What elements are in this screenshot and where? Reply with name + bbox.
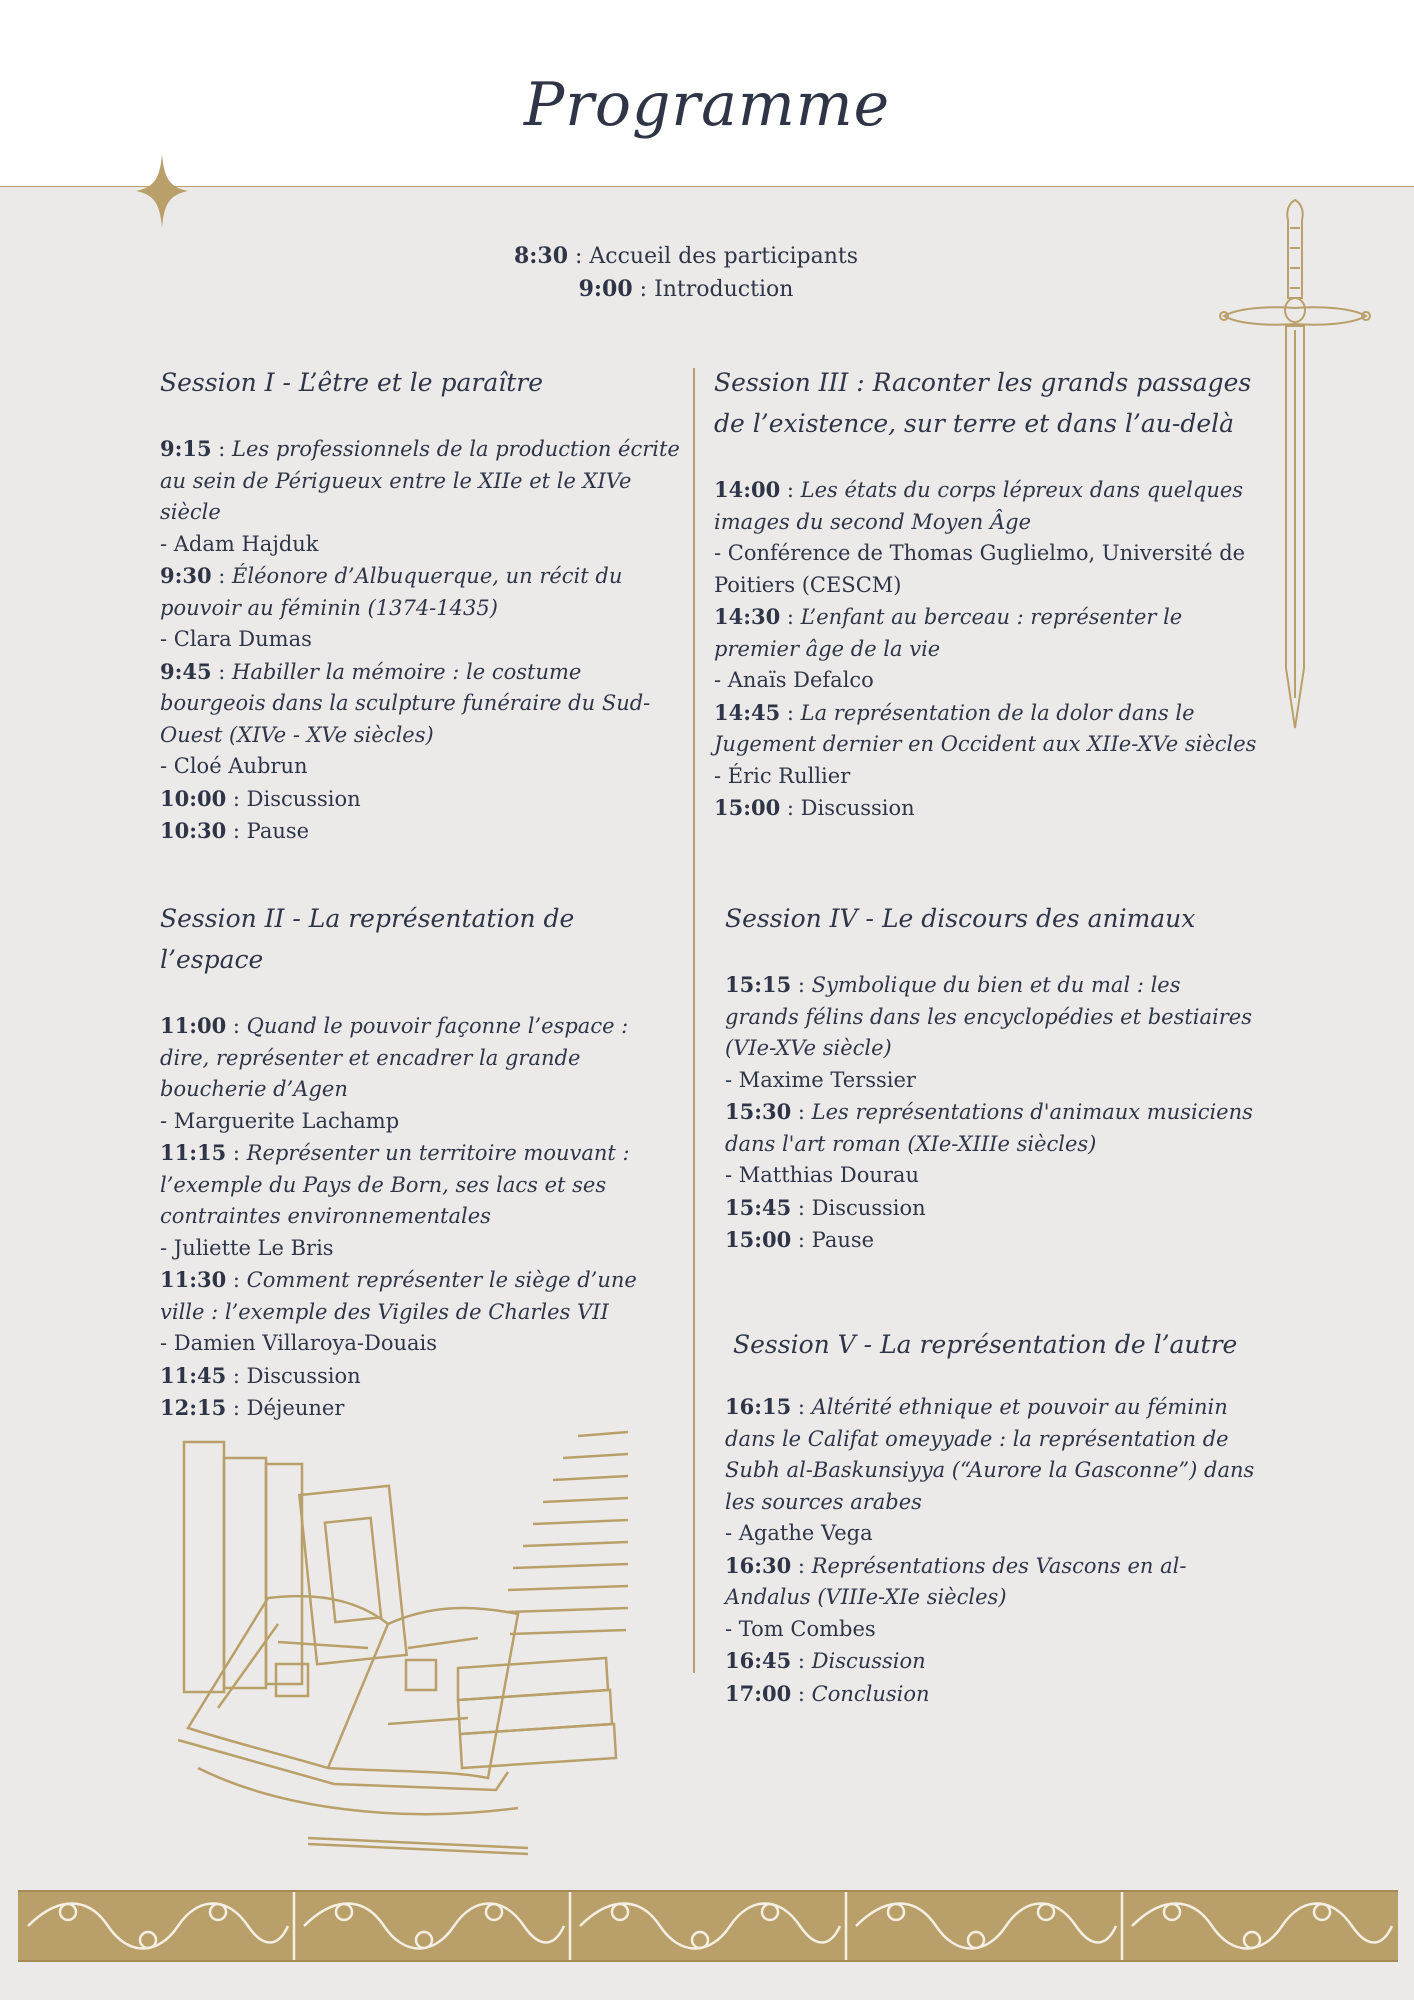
time: 8:30 — [513, 243, 568, 269]
schedule-label: Discussion — [246, 786, 361, 811]
session-1 — [160, 362, 680, 848]
books-illustration-icon — [158, 1428, 648, 1868]
decorative-band — [18, 1890, 1398, 1962]
talk-title: La représentation de la dolor dans le Jugement dernier en Occident aux XIIe-XVe siècles — [714, 700, 1257, 756]
speaker: - Agathe Vega — [725, 1521, 873, 1545]
time: 11:00 — [160, 1013, 227, 1038]
talk-title: Habiller la mémoire : le costume bourgeois dans la sculpture funéraire du Sud-Ouest (XIVe - XVe siècles) — [160, 659, 651, 747]
schedule-item: 10:30 : Pause — [160, 818, 310, 843]
session-3 — [714, 362, 1259, 825]
speaker: - Damien Villaroya-Douais — [160, 1331, 438, 1355]
schedule-item: 15:45 : Discussion — [725, 1194, 926, 1220]
time: 15:00 — [725, 1227, 792, 1252]
schedule-label: Discussion — [811, 1649, 926, 1673]
speaker: - Tom Combes — [725, 1616, 876, 1641]
schedule-item: 15:00 : Pause — [725, 1227, 875, 1252]
header — [0, 0, 1414, 187]
time: 14:00 — [714, 477, 781, 502]
star-ornament-icon — [136, 154, 188, 228]
talk-title: Symbolique du bien et du mal : les grands félins dans les encyclopédies et bestiaires (VIe-XVe siècle) — [725, 973, 1252, 1060]
schedule-label: Conclusion — [811, 1681, 930, 1706]
session-title: Session V - La représentation de l’autre — [733, 1330, 1238, 1359]
intro-block — [0, 240, 1372, 306]
speaker: - Juliette Le Bris — [160, 1235, 334, 1260]
speaker: - Matthias Dourau — [725, 1163, 919, 1187]
talk-title: Altérité ethnique et pouvoir au féminin dans le Califat omeyyade : la représentation de Subh al-Baskunsiyya (“Aurore la Gasconne”) dans les sources arabes — [725, 1395, 1255, 1514]
speaker: - Cloé Aubrun — [160, 754, 308, 778]
talk-item: 11:00 : Quand le pouvoir façonne l’espace : dire, représenter et encadrer la grande boucherie d’Agen — [160, 1013, 629, 1101]
talk-title: Les représentations d'animaux musiciens dans l'art roman (XIe-XIIIe siècles) — [725, 1100, 1253, 1156]
talk-item: 14:30 : L’enfant au berceau : représenter le premier âge de la vie — [714, 604, 1183, 661]
talk-item: 14:00 : Les états du corps lépreux dans quelques images du second Moyen Âge — [714, 477, 1244, 534]
session-2 — [160, 898, 680, 1425]
time: 10:30 — [160, 818, 227, 843]
schedule-label: Pause — [246, 819, 310, 843]
intro-line: 9:00 : Introduction — [578, 276, 794, 302]
intro-label: Introduction — [654, 277, 794, 302]
schedule-label: Discussion — [811, 1195, 926, 1220]
session-4 — [725, 898, 1255, 1257]
time: 9:45 — [160, 658, 212, 684]
session-title: Session IV - Le discours des animaux — [725, 904, 1196, 933]
schedule-item: 17:00 : Conclusion — [725, 1680, 930, 1706]
time: 15:15 — [725, 972, 792, 997]
scroll-ornament-icon — [18, 1892, 1398, 1960]
talk-title: Éléonore d’Albuquerque, un récit du pouvoir au féminin (1374-1435) — [160, 564, 623, 620]
talk-item: 16:30 : Représentations des Vascons en al-Andalus (VIIIe-XIe siècles) — [725, 1552, 1187, 1609]
talk-item: 14:45 : La représentation de la dolor dans le Jugement dernier en Occident aux XIIe-XVe siècles — [714, 699, 1257, 756]
schedule-label: Discussion — [800, 796, 915, 820]
talk-item: 11:15 : Représenter un territoire mouvant : l’exemple du Pays de Born, ses lacs et ses contraintes environnementales — [160, 1140, 630, 1228]
schedule-item: 15:00 : Discussion — [714, 795, 915, 820]
speaker: - Anaïs Defalco — [714, 668, 874, 692]
talk-item: 15:15 : Symbolique du bien et du mal : les grands félins dans les encyclopédies et bestiaires (VIe-XVe siècle) — [725, 972, 1252, 1060]
column-divider — [693, 368, 695, 1673]
talk-item: 9:15 : Les professionnels de la production écrite au sein de Périgueux entre le XIIe et le XIVe siècle — [160, 436, 680, 524]
page-title: Programme — [523, 70, 891, 140]
intro-line: 8:30 : Accueil des participants — [513, 243, 859, 269]
talk-title: L’enfant au berceau : représenter le premier âge de la vie — [714, 605, 1183, 661]
time: 9:00 — [578, 276, 633, 302]
speaker: - Éric Rullier — [714, 763, 851, 788]
time: 11:45 — [160, 1362, 227, 1388]
session-5 — [725, 1324, 1255, 1710]
schedule-item: 10:00 : Discussion — [160, 785, 361, 811]
schedule-item: 12:15 : Déjeuner — [160, 1395, 345, 1420]
speaker: - Conférence de Thomas Guglielmo, Université de Poitiers (CESCM) — [714, 541, 1246, 597]
talk-title: Comment représenter le siège d’une ville : l’exemple des Vigiles de Charles VII — [160, 1268, 637, 1324]
talk-item: 11:30 : Comment représenter le siège d’une ville : l’exemple des Vigiles de Charles VII — [160, 1267, 637, 1324]
speaker: - Adam Hajduk — [160, 531, 319, 556]
talk-item: 16:15 : Altérité ethnique et pouvoir au féminin dans le Califat omeyyade : la représentation de Subh al-Baskunsiyya (“Aurore la Gasconne”) dans les sources arabes — [725, 1394, 1255, 1514]
time: 15:45 — [725, 1194, 792, 1220]
talk-title: Les états du corps lépreux dans quelques images du second Moyen Âge — [714, 478, 1244, 534]
speaker: - Clara Dumas — [160, 627, 312, 651]
time: 16:45 — [725, 1648, 792, 1673]
speaker: - Maxime Terssier — [725, 1067, 916, 1092]
time: 9:15 — [160, 436, 212, 461]
schedule-label: Pause — [811, 1228, 875, 1252]
time: 11:30 — [160, 1267, 227, 1292]
time: 14:45 — [714, 699, 781, 725]
time: 12:15 — [160, 1395, 227, 1420]
time: 16:30 — [725, 1552, 792, 1578]
talk-item: 9:45 : Habiller la mémoire : le costume bourgeois dans la sculpture funéraire du Sud-Ouest (XIVe - XVe siècles) — [160, 658, 651, 747]
time: 15:30 — [725, 1099, 792, 1124]
schedule-item: 16:45 : Discussion — [725, 1648, 926, 1673]
time: 9:30 — [160, 563, 212, 588]
session-title: Session II - La représentation de l’espace — [160, 904, 575, 974]
talk-title: Représenter un territoire mouvant : l’exemple du Pays de Born, ses lacs et ses contraintes environnementales — [160, 1141, 630, 1228]
talk-title: Quand le pouvoir façonne l’espace : dire, représenter et encadrer la grande boucherie d’Agen — [160, 1014, 629, 1101]
intro-label: Accueil des participants — [589, 244, 859, 269]
dagger-icon — [1218, 198, 1372, 730]
talk-title: Les professionnels de la production écrite au sein de Périgueux entre le XIIe et le XIVe siècle — [160, 437, 680, 524]
time: 14:30 — [714, 604, 781, 629]
schedule-label: Discussion — [246, 1363, 361, 1388]
talk-item: 9:30 : Éléonore d’Albuquerque, un récit du pouvoir au féminin (1374-1435) — [160, 563, 623, 620]
session-title: Session I - L’être et le paraître — [160, 368, 544, 397]
talk-title: Représentations des Vascons en al-Andalus (VIIIe-XIe siècles) — [725, 1553, 1187, 1609]
schedule-item: 11:45 : Discussion — [160, 1362, 361, 1388]
session-title: Session III : Raconter les grands passages de l’existence, sur terre et dans l’au-delà — [714, 368, 1252, 438]
time: 16:15 — [725, 1394, 792, 1419]
time: 17:00 — [725, 1680, 792, 1706]
time: 11:15 — [160, 1140, 227, 1165]
talk-item: 15:30 : Les représentations d'animaux musiciens dans l'art roman (XIe-XIIIe siècles) — [725, 1099, 1253, 1156]
time: 10:00 — [160, 785, 227, 811]
speaker: - Marguerite Lachamp — [160, 1108, 400, 1133]
time: 15:00 — [714, 795, 781, 820]
schedule-label: Déjeuner — [246, 1396, 345, 1420]
